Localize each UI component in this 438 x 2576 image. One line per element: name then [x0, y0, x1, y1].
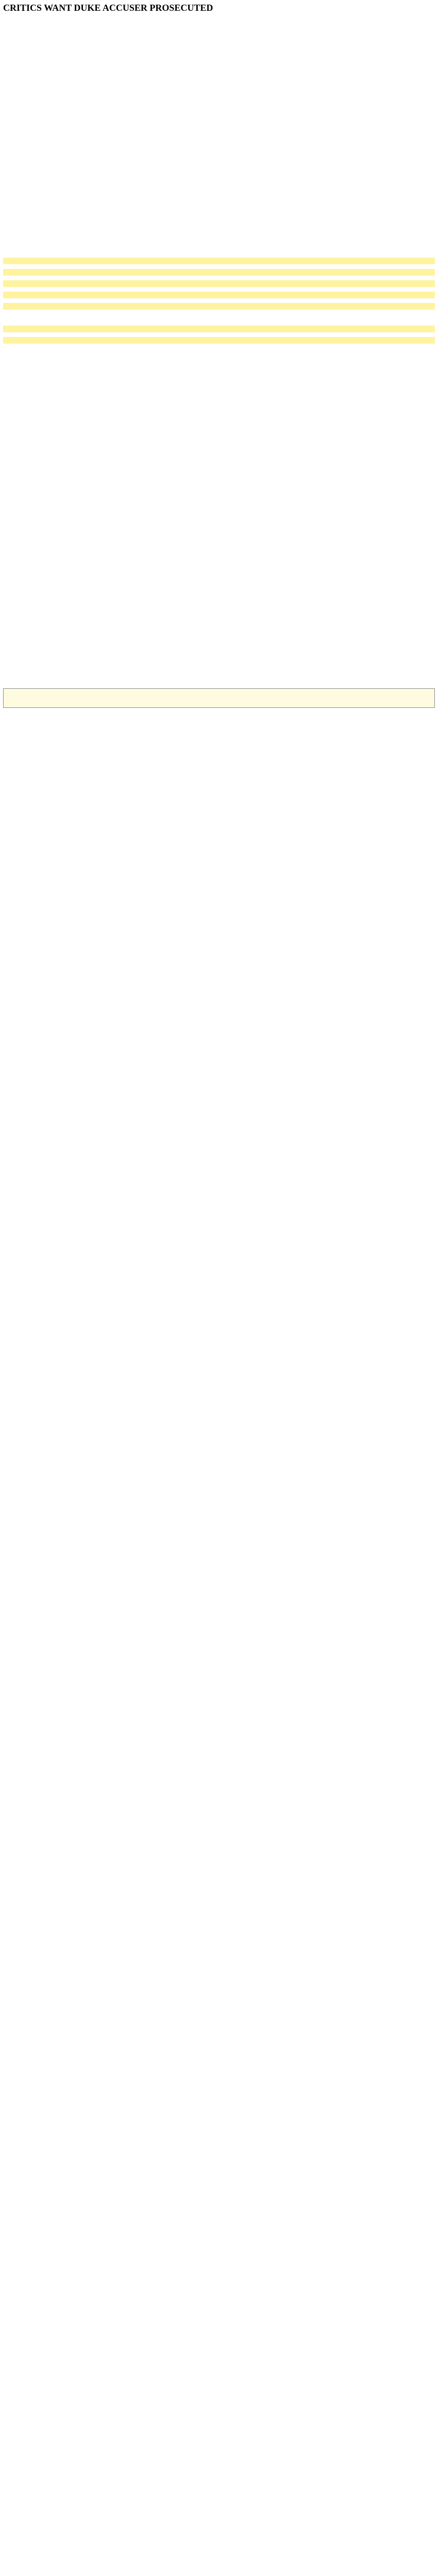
article-paragraph — [3, 99, 435, 106]
article-paragraph — [3, 552, 435, 559]
article-paragraph — [3, 654, 435, 661]
article-page — [3, 2, 435, 724]
article-paragraph — [3, 133, 435, 140]
article-paragraph — [3, 54, 435, 60]
article-paragraph — [3, 190, 435, 196]
article-paragraph — [3, 269, 435, 276]
article-paragraph — [3, 88, 435, 94]
highlight-box — [3, 688, 435, 708]
article-paragraph — [3, 371, 435, 378]
article-paragraph — [3, 666, 435, 672]
article-paragraph — [3, 314, 435, 321]
article-paragraph — [3, 382, 435, 389]
article-paragraph — [3, 416, 435, 423]
article-paragraph — [3, 620, 435, 627]
article-paragraph — [3, 292, 435, 298]
article-paragraph — [3, 677, 435, 684]
article-paragraph — [3, 76, 435, 83]
article-paragraph — [3, 609, 435, 616]
article-paragraph — [3, 201, 435, 208]
article-paragraph — [3, 235, 435, 242]
article-paragraph — [3, 360, 435, 366]
article-paragraph — [3, 156, 435, 162]
article-paragraph — [3, 65, 435, 72]
article-paragraph — [3, 394, 435, 400]
article-paragraph — [3, 541, 435, 548]
article-paragraph — [3, 31, 435, 38]
page-title: CRITICS WANT DUKE ACCUSER PROSECUTED — [3, 3, 213, 13]
article-paragraph — [3, 518, 435, 525]
article-paragraph — [3, 575, 435, 582]
article-paragraph — [3, 110, 435, 117]
article-paragraph — [3, 122, 435, 128]
article-paragraph — [3, 473, 435, 480]
article-paragraph — [3, 496, 435, 502]
article-paragraph — [3, 178, 435, 185]
article-paragraph — [3, 484, 435, 491]
article-paragraph — [3, 348, 435, 355]
article-paragraph — [3, 713, 435, 720]
article-paragraph — [3, 462, 435, 468]
article-paragraph — [3, 564, 435, 570]
article-paragraph — [3, 632, 435, 638]
article-paragraph — [3, 439, 435, 446]
article-body — [3, 20, 435, 720]
article-paragraph — [3, 326, 435, 332]
article-paragraph — [3, 280, 435, 287]
article-paragraph — [3, 224, 435, 230]
article-paragraph — [3, 258, 435, 264]
article-paragraph — [3, 643, 435, 650]
article-paragraph — [3, 586, 435, 593]
article-paragraph — [3, 530, 435, 536]
article-paragraph — [3, 428, 435, 434]
article-paragraph — [3, 598, 435, 604]
article-paragraph — [3, 507, 435, 514]
article-paragraph — [3, 167, 435, 174]
article-paragraph — [3, 246, 435, 253]
article-paragraph — [3, 303, 435, 310]
article-paragraph — [3, 144, 435, 151]
article-paragraph — [3, 212, 435, 219]
article-paragraph — [3, 450, 435, 457]
article-paragraph — [3, 405, 435, 412]
article-paragraph — [3, 20, 435, 26]
article-paragraph — [3, 42, 435, 49]
article-paragraph — [3, 337, 435, 344]
